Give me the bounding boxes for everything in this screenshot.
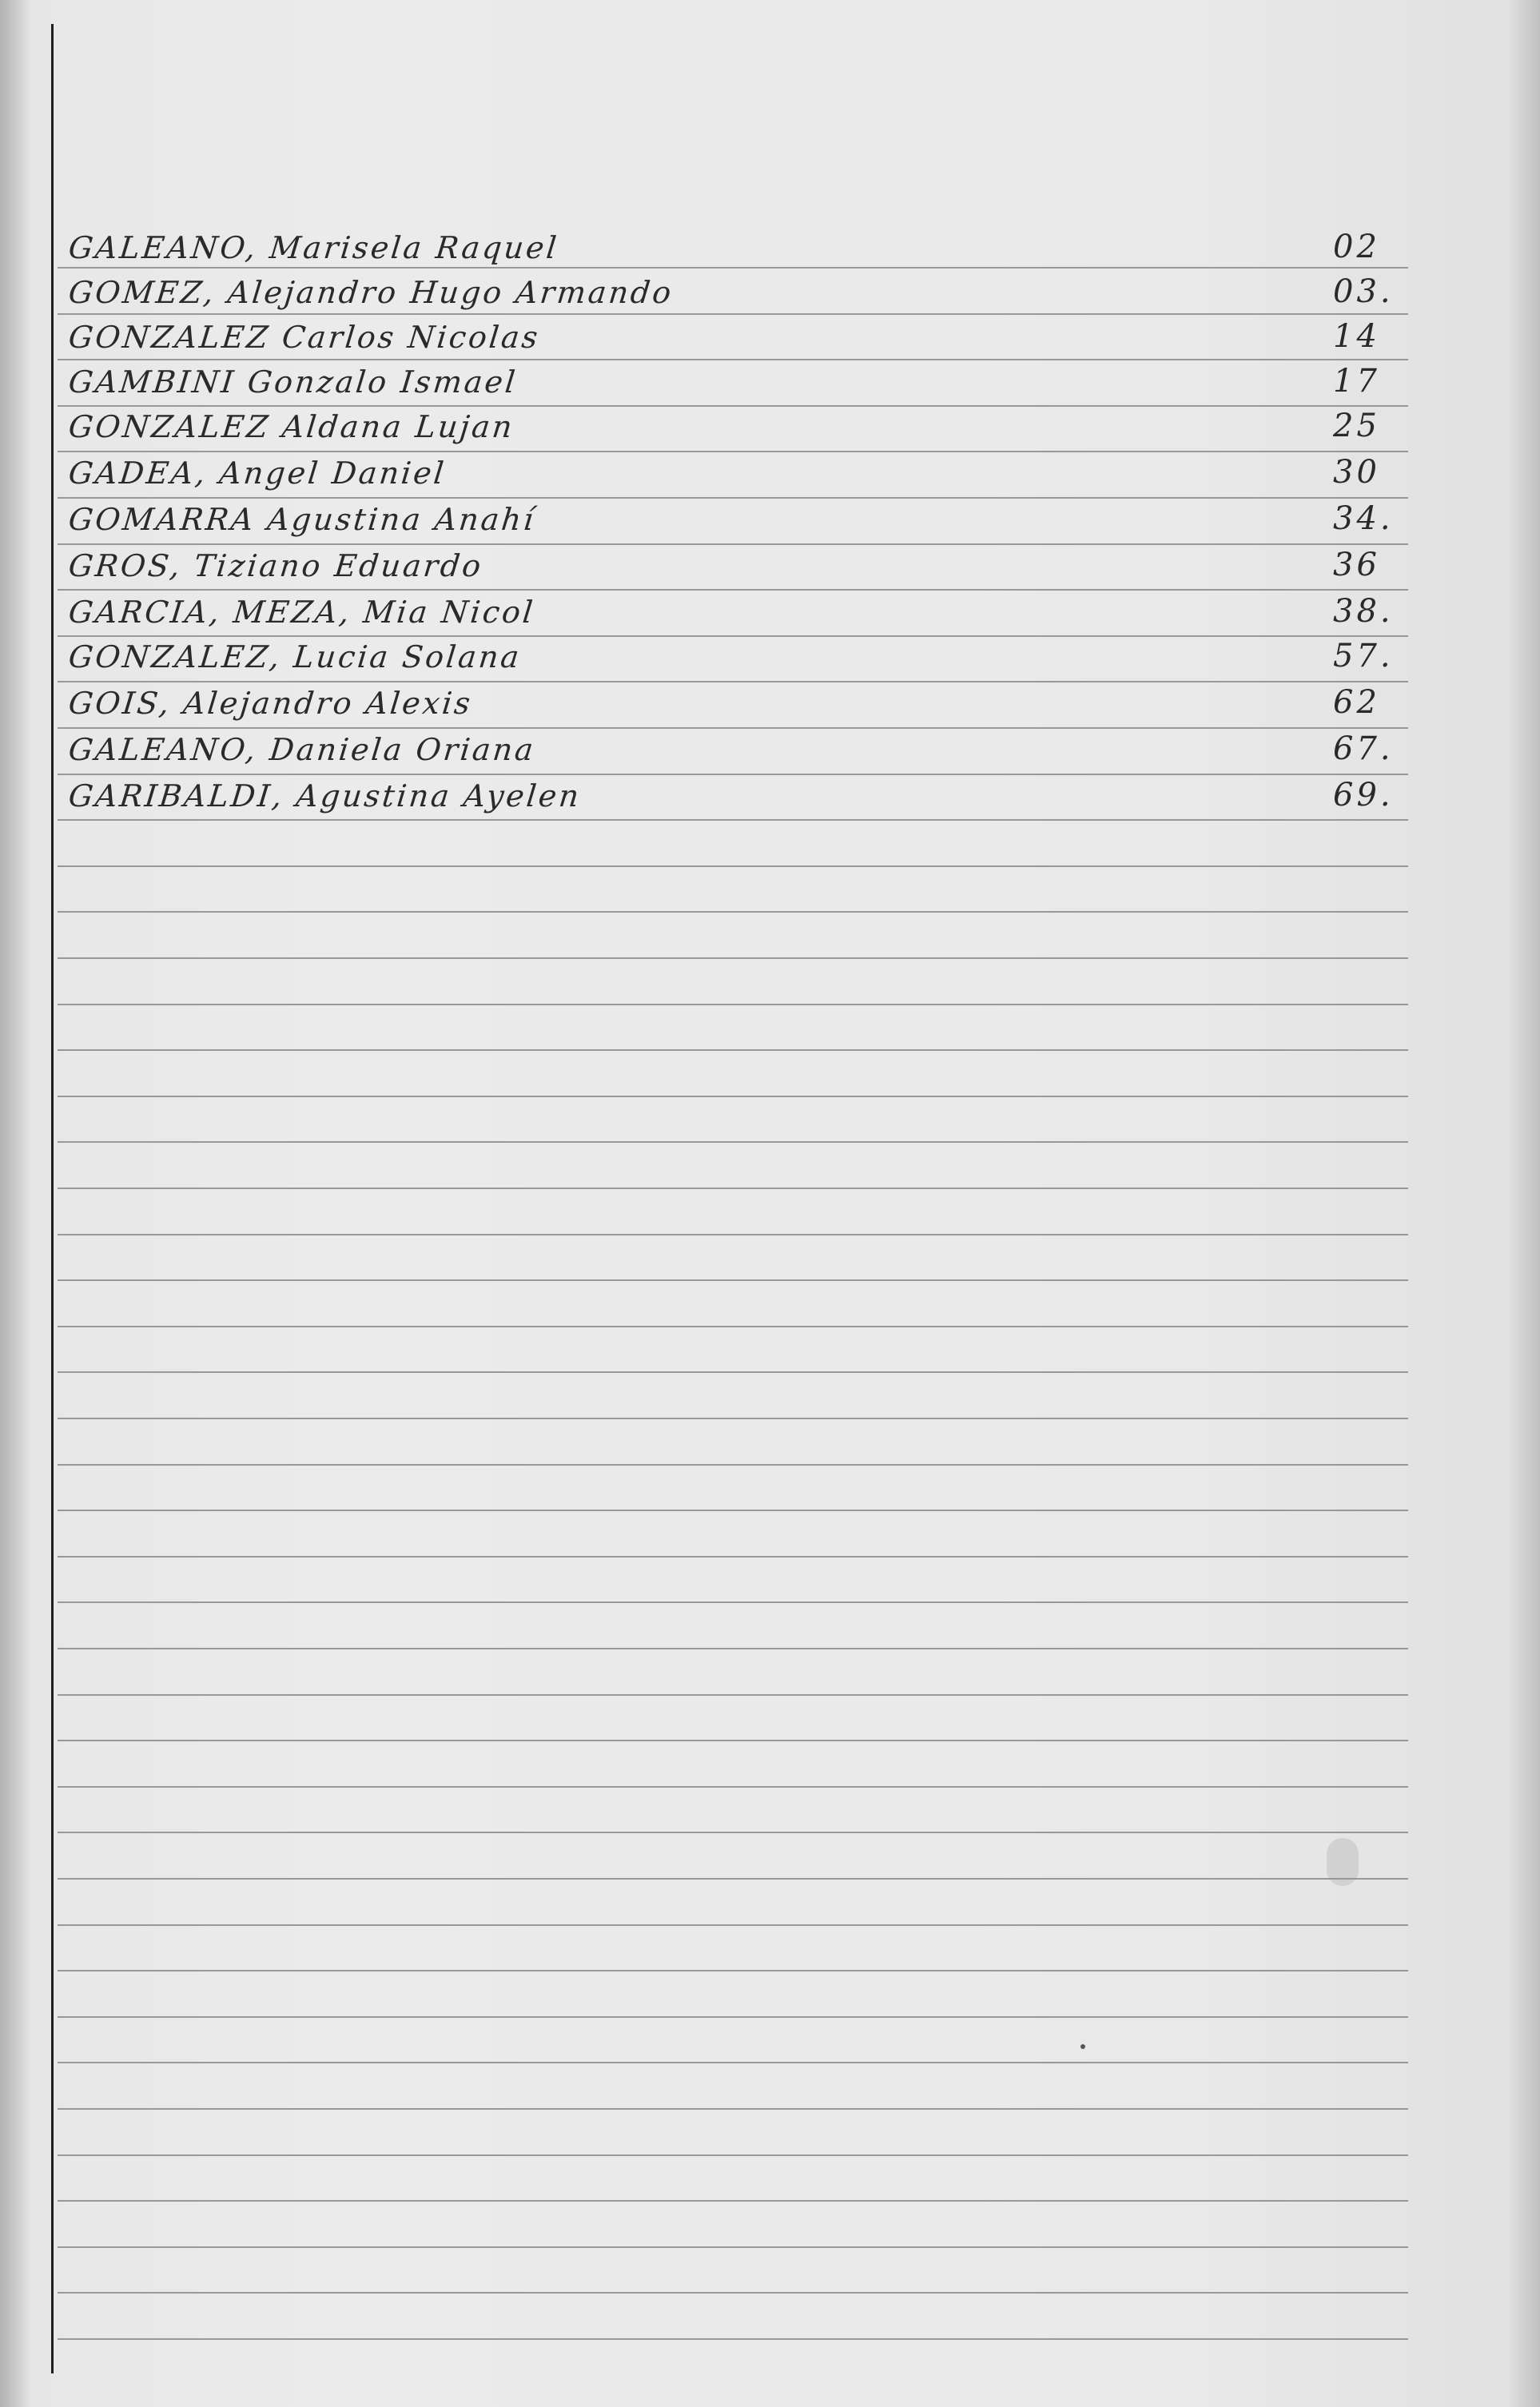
student-number: 30 bbox=[1333, 454, 1380, 491]
list-item bbox=[0, 403, 1540, 448]
paper-speck bbox=[1080, 2044, 1085, 2049]
list-item bbox=[0, 679, 1540, 724]
list-item bbox=[0, 449, 1540, 494]
student-name: GROS, Tiziano Eduardo bbox=[66, 548, 485, 583]
student-number: 17 bbox=[1333, 363, 1380, 400]
list-item bbox=[0, 495, 1540, 540]
student-number: 03. bbox=[1333, 273, 1394, 310]
list-item bbox=[0, 313, 1540, 358]
list-item bbox=[0, 633, 1540, 678]
list-item bbox=[0, 358, 1540, 403]
student-name: GALEANO, Daniela Oriana bbox=[66, 732, 538, 767]
student-name: GONZALEZ Aldana Lujan bbox=[66, 409, 516, 444]
list-item bbox=[0, 542, 1540, 587]
student-name: GOMEZ, Alejandro Hugo Armando bbox=[66, 275, 675, 310]
student-number: 62 bbox=[1333, 684, 1380, 721]
list-item bbox=[0, 224, 1540, 269]
student-number: 36 bbox=[1333, 547, 1380, 583]
student-number: 14 bbox=[1333, 318, 1380, 355]
paper-smudge bbox=[1327, 1838, 1359, 1886]
student-name: GOMARRA Agustina Anahí bbox=[66, 502, 538, 537]
student-name: GONZALEZ, Lucia Solana bbox=[66, 639, 523, 674]
list-item bbox=[0, 726, 1540, 770]
student-number: 02 bbox=[1333, 229, 1380, 265]
student-name: GAMBINI Gonzalo Ismael bbox=[66, 364, 519, 400]
list-item bbox=[0, 772, 1540, 817]
student-number: 67. bbox=[1333, 730, 1394, 767]
list-item bbox=[0, 588, 1540, 633]
student-name: GARCIA, MEZA, Mia Nicol bbox=[66, 595, 537, 630]
student-number: 38. bbox=[1333, 593, 1394, 630]
student-name: GARIBALDI, Agustina Ayelen bbox=[66, 778, 583, 814]
list-item bbox=[0, 269, 1540, 313]
student-name: GONZALEZ Carlos Nicolas bbox=[66, 320, 542, 355]
student-number: 25 bbox=[1333, 408, 1380, 444]
student-name: GOIS, Alejandro Alexis bbox=[66, 686, 475, 721]
student-number: 34. bbox=[1333, 500, 1394, 537]
student-name: GADEA, Angel Daniel bbox=[66, 456, 448, 491]
student-name: GALEANO, Marisela Raquel bbox=[66, 230, 561, 265]
student-number: 69. bbox=[1333, 777, 1394, 814]
student-number: 57. bbox=[1333, 638, 1394, 674]
